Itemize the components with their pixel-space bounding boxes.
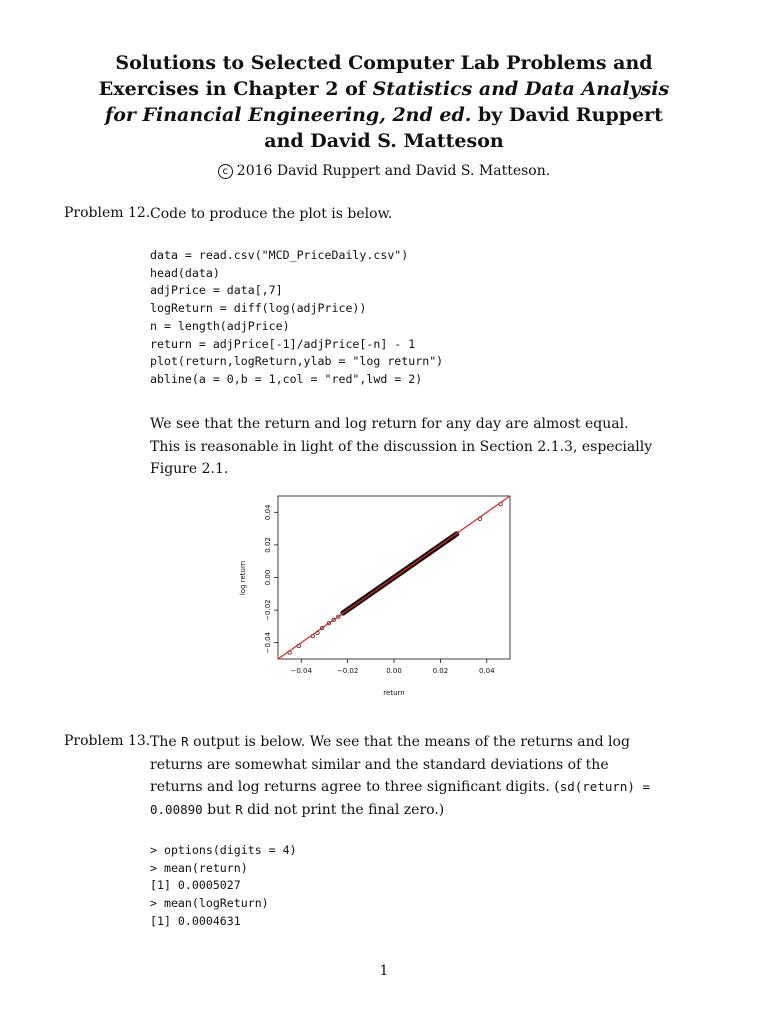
x-tick-label: 0.02 [432, 667, 449, 675]
code-line: head(data) [150, 265, 220, 280]
document-title [96, 50, 672, 154]
code-line: > options(digits = 4) [150, 843, 297, 857]
sd-expression: sd(return) = 0.00890 [150, 779, 651, 818]
x-axis-ticks [290, 659, 495, 675]
code-line: return = adjPrice[-1]/adjPrice[-n] - 1 [150, 336, 416, 351]
code-line: [1] 0.0005027 [150, 878, 241, 893]
p13-text-c: but [202, 802, 236, 819]
code-line: abline(a = 0,b = 1,col = "red",lwd = 2) [150, 371, 423, 386]
code-line: logReturn = diff(log(adjPrice)) [150, 301, 367, 316]
reference-line-y-equals-x [278, 496, 510, 659]
copyright-line [0, 163, 768, 179]
y-tick-label: 0.02 [264, 537, 272, 553]
p13-text-d: did not print the final zero.) [242, 802, 445, 819]
return-vs-logreturn-scatter-plot [232, 488, 522, 703]
code-line: data = read.csv("MCD_PriceDaily.csv") [150, 248, 409, 262]
copyright-text: 2016 David Ruppert and David S. Matteson. [236, 163, 551, 179]
code-line: n = length(adjPrice) [150, 318, 290, 333]
y-tick-label: 0.00 [264, 569, 272, 586]
r-name: R [181, 734, 189, 749]
book-title: Statistics and Data Analysis for Financial Engineering, 2nd ed. [105, 78, 670, 126]
page-number: 1 [379, 963, 389, 979]
problem-13-text [150, 731, 660, 822]
code-line: adjPrice = data[,7] [150, 283, 283, 298]
x-tick-label: 0.04 [479, 667, 495, 675]
problem-12-intro: Code to produce the plot is below. [150, 206, 393, 222]
problem-12-discussion: We see that the return and log return for any day are almost equal. This is reasonable in light of the discussion in Section 2.1.3, especially Figure 2.1. [150, 416, 653, 478]
problem-12-code-block [150, 247, 443, 389]
title-part2: by David Ruppert and David S. Matteson [264, 104, 663, 152]
problem-13-label: Problem 13. [64, 733, 151, 749]
title-part1: Solutions to Selected Computer Lab Problems and Exercises in Chapter 2 of [98, 52, 653, 100]
p13-text-b: output is below. We see that the means of the returns and log returns are somewhat similar and the standard deviations of the returns and log returns agree to three significant digits. ( [150, 734, 630, 796]
x-tick-label: −0.02 [336, 667, 359, 675]
code-line: [1] 0.0004631 [150, 913, 241, 928]
problem-13-code-block [150, 842, 297, 931]
code-line: plot(return,logReturn,ylab = "log return") [150, 354, 444, 369]
y-tick-label: −0.02 [264, 599, 272, 621]
p13-text-a: The [150, 734, 182, 750]
code-line: > mean(logReturn) [150, 896, 269, 911]
y-tick-label: −0.04 [264, 631, 272, 654]
x-tick-label: 0.00 [386, 667, 402, 675]
x-axis-label: return [383, 689, 405, 697]
copyright-icon: c [218, 164, 233, 179]
x-tick-label: −0.04 [290, 667, 312, 675]
problem-12-label: Problem 12. [64, 205, 151, 221]
y-tick-label: 0.04 [264, 504, 272, 521]
code-line: > mean(return) [150, 860, 248, 875]
y-axis-label: log return [239, 560, 247, 596]
r-name-2: R [235, 802, 243, 818]
y-axis-ticks [264, 504, 278, 653]
